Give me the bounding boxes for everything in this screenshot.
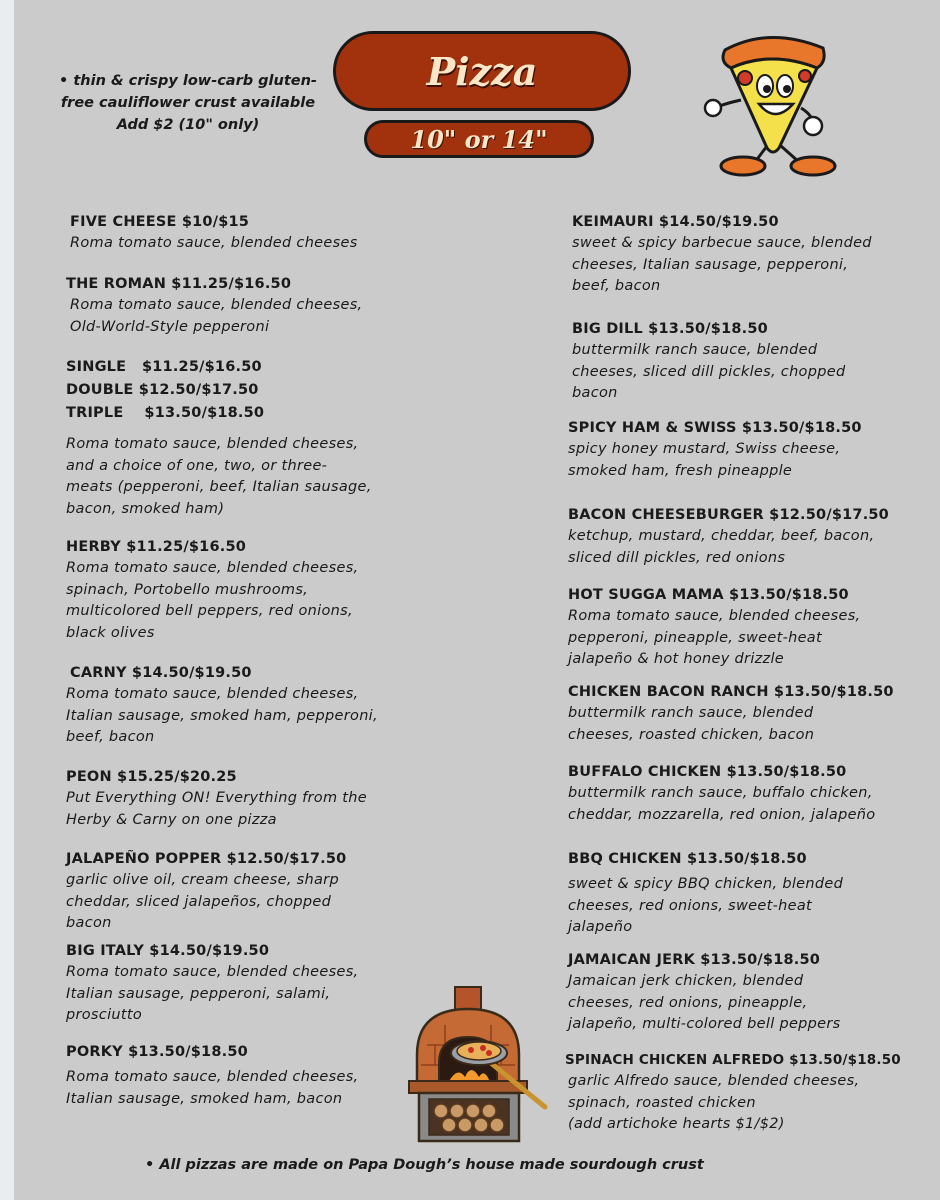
item-name: KEIMAURI $14.50/$19.50: [572, 214, 779, 230]
item-desc: garlic olive oil, cream cheese, sharp: [66, 872, 339, 888]
page-title: Pizza: [426, 48, 538, 94]
item-desc: and a choice of one, two, or three-: [66, 457, 328, 474]
menu-item-herby: [66, 536, 358, 644]
item-name: SPINACH CHICKEN ALFREDO $13.50/$18.50: [565, 1052, 901, 1068]
item-desc: buttermilk ranch sauce, blended: [568, 705, 814, 721]
item-desc: jalapeño: [568, 919, 633, 935]
item-desc: pepperoni, pineapple, sweet-heat: [568, 629, 822, 646]
item-desc: Roma tomato sauce, blended cheeses,: [66, 686, 359, 702]
crust-note-line: Add $2 (10" only): [116, 117, 260, 133]
menu-item-jamaican-jerk: [568, 949, 841, 1036]
item-desc: spinach, roasted chicken: [568, 1094, 756, 1111]
item-desc: Put Everything ON! Everything from the: [66, 790, 368, 806]
item-desc: multicolored bell peppers, red onions,: [66, 603, 353, 619]
menu-item-buffalo-chicken: [568, 761, 875, 826]
menu-item-big-dill: [572, 318, 845, 405]
item-desc: spicy honey mustard, Swiss cheese,: [568, 441, 841, 457]
menu-item-spinach-chicken-alfredo: [565, 1049, 901, 1136]
item-desc: Roma tomato sauce, blended cheeses,: [66, 436, 359, 452]
item-name: THE ROMAN $11.25/$16.50: [66, 276, 292, 292]
item-name: FIVE CHEESE $10/$15: [70, 214, 250, 230]
item-desc: beef, bacon: [66, 729, 155, 745]
item-desc: jalapeño & hot honey drizzle: [568, 651, 785, 667]
item-desc: black olives: [66, 624, 155, 641]
crust-note: [48, 70, 328, 136]
item-name: SINGLE $11.25/$16.50: [66, 359, 262, 375]
item-name: HOT SUGGA MAMA $13.50/$18.50: [568, 587, 849, 603]
item-name: BUFFALO CHICKEN $13.50/$18.50: [568, 764, 847, 780]
item-desc: Roma tomato sauce, blended cheeses,: [66, 964, 359, 980]
menu-item-single-double-triple: [66, 356, 372, 520]
item-desc: spinach, Portobello mushrooms,: [66, 581, 309, 598]
menu-item-chicken-bacon-ranch: [568, 681, 894, 746]
item-desc: Italian sausage, smoked ham, pepperoni,: [66, 707, 378, 724]
title-banner: [333, 31, 631, 111]
item-name: CHICKEN BACON RANCH $13.50/$18.50: [568, 684, 894, 700]
item-name: HERBY $11.25/$16.50: [66, 539, 247, 555]
item-name: SPICY HAM & SWISS $13.50/$18.50: [568, 420, 862, 436]
menu-item-spicy-ham-swiss: [568, 417, 862, 482]
brick-pizza-oven-icon: [405, 985, 550, 1143]
item-desc: sliced dill pickles, red onions: [568, 549, 786, 566]
item-desc: cheeses, Italian sausage, pepperoni,: [572, 256, 849, 273]
item-desc: prosciutto: [66, 1007, 143, 1023]
item-desc: meats (pepperoni, beef, Italian sausage,: [66, 479, 372, 495]
item-name: JALAPEÑO POPPER $12.50/$17.50: [66, 851, 347, 867]
item-desc: Italian sausage, pepperoni, salami,: [66, 985, 331, 1002]
menu-item-jalapeno-popper: [66, 848, 346, 935]
item-desc: (add artichoke hearts $1/$2): [568, 1116, 785, 1132]
menu-item-big-italy: [66, 940, 358, 1027]
item-name: BACON CHEESEBURGER $12.50/$17.50: [568, 507, 889, 523]
item-name: TRIPLE $13.50/$18.50: [66, 405, 265, 421]
item-desc: cheeses, red onions, pineapple,: [568, 994, 808, 1011]
item-desc: cheddar, mozzarella, red onion, jalapeño: [568, 806, 876, 823]
item-desc: Italian sausage, smoked ham, bacon: [66, 1090, 343, 1107]
item-desc: Old-World-Style pepperoni: [70, 318, 270, 335]
item-desc: smoked ham, fresh pineapple: [568, 462, 793, 479]
menu-item-porky: [66, 1041, 358, 1110]
item-desc: Herby & Carny on one pizza: [66, 811, 277, 828]
sourdough-note: • All pizzas are made on Papa Dough’s house made sourdough crust: [145, 1157, 704, 1173]
size-banner: [364, 120, 594, 158]
item-desc: Roma tomato sauce, blended cheeses,: [70, 297, 363, 313]
item-desc: garlic Alfredo sauce, blended cheeses,: [568, 1073, 860, 1089]
item-desc: cheeses, roasted chicken, bacon: [568, 726, 815, 743]
item-desc: cheeses, red onions, sweet-heat: [568, 897, 813, 914]
item-desc: beef, bacon: [572, 278, 661, 294]
menu-item-bbq-chicken: [568, 848, 843, 939]
item-desc: Roma tomato sauce, blended cheeses,: [66, 560, 359, 576]
item-desc: cheeses, sliced dill pickles, chopped: [572, 363, 846, 380]
item-desc: bacon, smoked ham): [66, 500, 225, 517]
item-name: DOUBLE $12.50/$17.50: [66, 382, 259, 398]
crust-note-line: • thin & crispy low-carb gluten-: [59, 73, 317, 89]
item-desc: jalapeño, multi-colored bell peppers: [568, 1016, 841, 1032]
item-name: PEON $15.25/$20.25: [66, 769, 237, 785]
item-name: CARNY $14.50/$19.50: [70, 665, 252, 681]
left-margin-strip: [0, 0, 14, 1200]
item-desc: Roma tomato sauce, blended cheeses,: [66, 1069, 359, 1085]
menu-item-five-cheese: [70, 211, 358, 255]
size-label: 10" or 14": [410, 124, 548, 154]
item-name: BIG ITALY $14.50/$19.50: [66, 943, 270, 959]
menu-item-the-roman: [66, 273, 362, 338]
item-desc: sweet & spicy BBQ chicken, blended: [568, 876, 844, 892]
item-name: PORKY $13.50/$18.50: [66, 1044, 248, 1060]
item-desc: ketchup, mustard, cheddar, beef, bacon,: [568, 528, 875, 544]
item-desc: sweet & spicy barbecue sauce, blended: [572, 235, 872, 251]
menu-item-keimauri: [572, 211, 872, 298]
item-desc: buttermilk ranch sauce, blended: [572, 342, 818, 358]
menu-item-peon: [66, 766, 367, 831]
item-desc: bacon: [66, 915, 112, 931]
pizza-slice-mascot-icon: [697, 28, 842, 178]
item-desc: Jamaican jerk chicken, blended: [568, 973, 804, 989]
item-name: JAMAICAN JERK $13.50/$18.50: [568, 952, 821, 968]
item-name: BBQ CHICKEN $13.50/$18.50: [568, 851, 807, 867]
crust-note-line: free cauliflower crust available: [60, 95, 316, 111]
item-desc: buttermilk ranch sauce, buffalo chicken,: [568, 785, 873, 801]
item-desc: Roma tomato sauce, blended cheeses: [70, 235, 358, 251]
menu-item-hot-sugga-mama: [568, 584, 860, 671]
menu-item-bacon-cheeseburger: [568, 504, 889, 569]
item-desc: bacon: [572, 385, 618, 401]
menu-item-carny: [66, 662, 378, 749]
item-name: BIG DILL $13.50/$18.50: [572, 321, 768, 337]
item-desc: Roma tomato sauce, blended cheeses,: [568, 608, 861, 624]
item-desc: cheddar, sliced jalapeños, chopped: [66, 893, 332, 910]
